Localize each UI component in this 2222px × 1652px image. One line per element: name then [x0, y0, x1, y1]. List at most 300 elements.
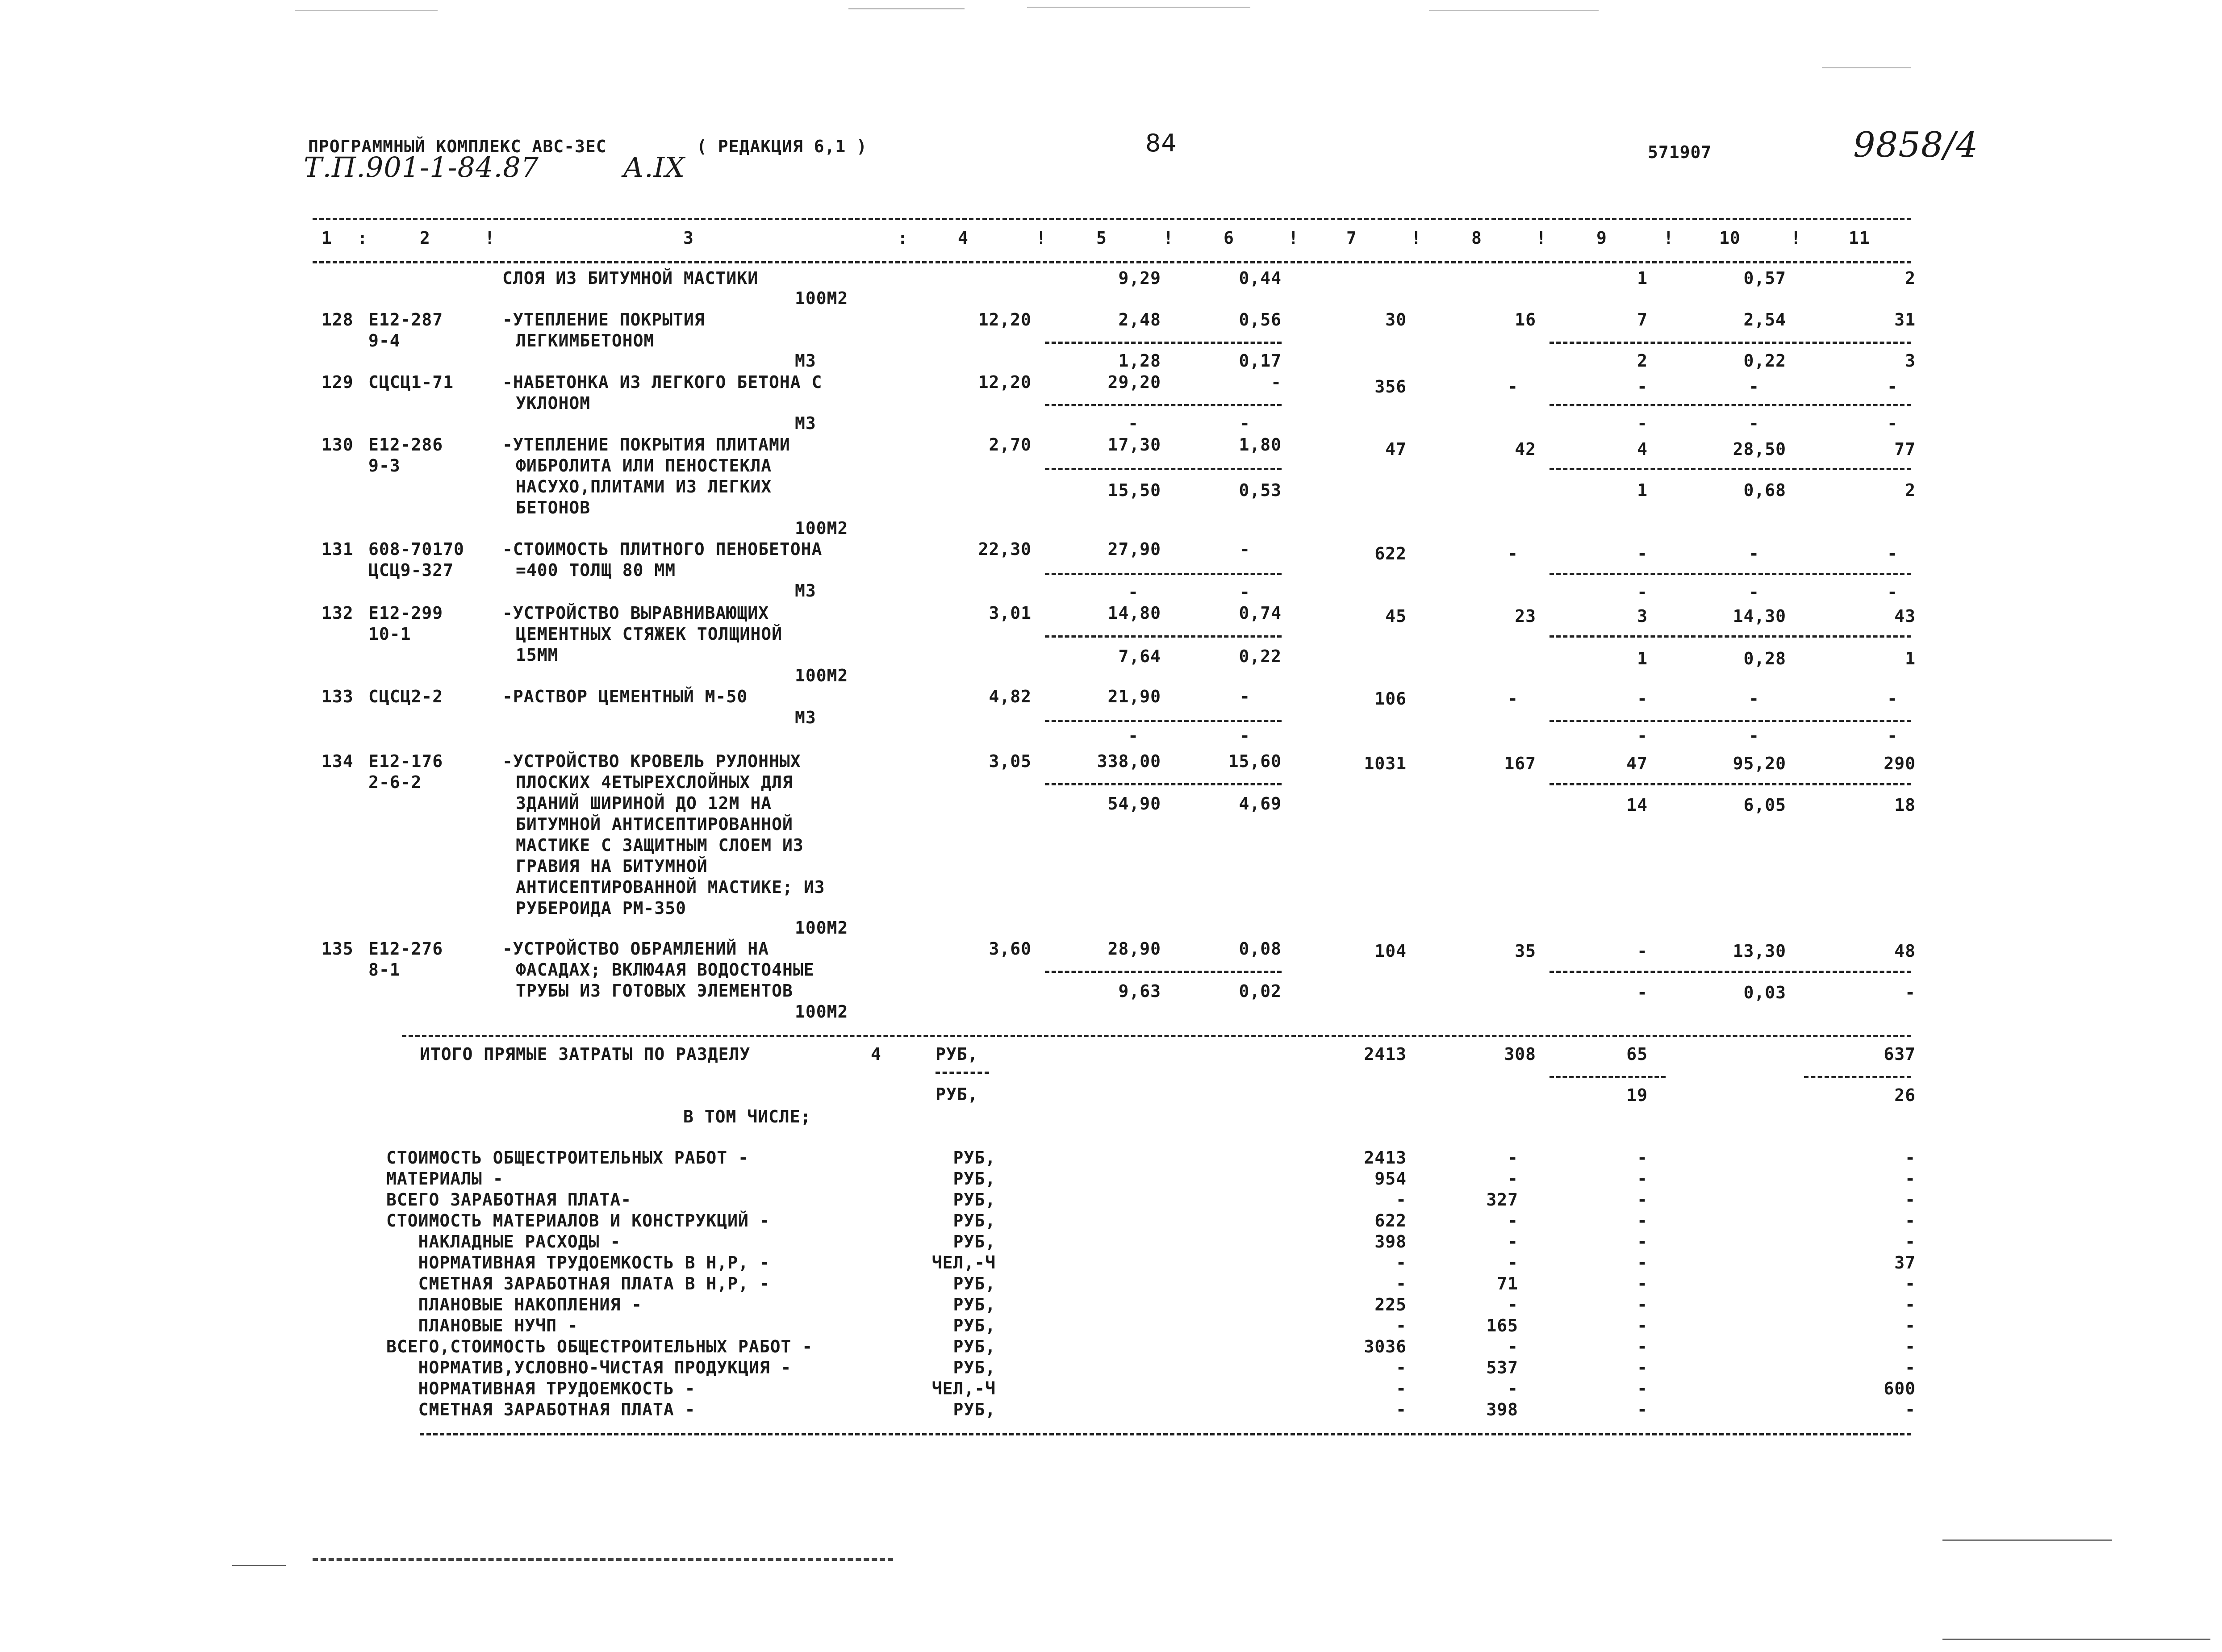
row-unit: М3	[795, 413, 816, 433]
cell: -	[1240, 726, 1250, 746]
cell: 3,60	[989, 939, 1032, 959]
row-code: Е12-299	[368, 603, 443, 623]
cell: -	[1637, 582, 1648, 602]
totals-unit: РУБ,	[936, 1085, 978, 1104]
cell: -	[1887, 726, 1898, 746]
cell: 3	[1637, 606, 1648, 626]
row-number: 128	[322, 310, 354, 330]
cell: -	[1749, 689, 1759, 709]
summary-label: СТОИМОСТЬ МАТЕРИАЛОВ И КОНСТРУКЦИЙ -	[386, 1211, 770, 1231]
col-header-10: 10	[1719, 228, 1741, 248]
row-code: СЦСЦ2-2	[368, 687, 443, 706]
summary-c8: -	[1508, 1337, 1518, 1356]
scan-mark	[232, 1565, 286, 1566]
row-unit: 100М2	[795, 918, 848, 938]
summary-unit: ЧЕЛ,-Ч	[931, 1253, 996, 1272]
summary-c7: 622	[1374, 1211, 1407, 1231]
row-number: 132	[322, 603, 354, 623]
cell: 2,48	[1118, 310, 1161, 330]
summary-c11: -	[1905, 1358, 1916, 1377]
cell: 27,90	[1107, 539, 1161, 559]
summary-c7: -	[1396, 1316, 1407, 1335]
summary-label: СТОИМОСТЬ ОБЩЕСТРОИТЕЛЬНЫХ РАБОТ -	[386, 1148, 749, 1168]
cell: 14	[1626, 795, 1648, 815]
summary-c8: -	[1508, 1295, 1518, 1314]
summary-label: МАТЕРИАЛЫ -	[386, 1169, 504, 1189]
summary-c7: -	[1396, 1274, 1407, 1293]
cell: -	[1887, 377, 1898, 396]
totals-c11b: 26	[1894, 1085, 1916, 1105]
cell: 0,56	[1239, 310, 1282, 330]
cell: 13,30	[1733, 941, 1786, 961]
cell: -	[1887, 689, 1898, 709]
row-code: ЦСЦ9-327	[368, 560, 454, 580]
col-sep: !	[1288, 228, 1299, 248]
cell: -	[1637, 377, 1648, 396]
summary-c8: -	[1508, 1211, 1518, 1231]
summary-c11: -	[1905, 1295, 1916, 1314]
summary-unit: РУБ,	[953, 1148, 996, 1168]
row-desc: ТРУБЫ ИЗ ГОТОВЫХ ЭЛЕМЕНТОВ	[516, 981, 793, 1001]
document-reference: Т.П.901-1-84.87	[304, 151, 539, 184]
cell: -	[1637, 983, 1648, 1002]
cell: -	[1128, 413, 1139, 433]
row-unit: 100М2	[795, 1002, 848, 1022]
cell: 7,64	[1118, 647, 1161, 666]
row-desc: ФИБРОЛИТА ИЛИ ПЕНОСТЕКЛА	[516, 456, 772, 476]
summary-c8: -	[1508, 1148, 1518, 1168]
cell: 54,90	[1107, 794, 1161, 813]
scan-mark	[313, 1558, 893, 1561]
summary-c9: -	[1637, 1337, 1648, 1356]
cell: 0,22	[1743, 351, 1786, 371]
summary-c9: -	[1637, 1211, 1648, 1231]
cell: 15,60	[1228, 751, 1282, 771]
summary-c8: 327	[1486, 1190, 1518, 1210]
summary-c9: -	[1637, 1358, 1648, 1377]
cell: 356	[1374, 377, 1407, 396]
row-desc: НАСУХО,ПЛИТАМИ ИЗ ЛЕГКИХ	[516, 477, 772, 496]
col-header-2: 2	[420, 228, 430, 248]
cell: 0,02	[1239, 981, 1282, 1001]
row-code: 9-3	[368, 456, 401, 476]
underline	[1045, 342, 1282, 344]
totals-c9b: 19	[1626, 1085, 1648, 1105]
summary-label: ПЛАНОВЫЕ НАКОПЛЕНИЯ -	[386, 1295, 643, 1314]
cell: -	[1240, 582, 1250, 602]
row-desc: -НАБЕТОНКА ИЗ ЛЕГКОГО БЕТОНА С	[502, 372, 823, 392]
row-desc: МАСТИКЕ С ЗАЩИТНЫМ СЛОЕМ ИЗ	[516, 835, 804, 855]
cell: 9,29	[1118, 268, 1161, 288]
totals-unit: РУБ,	[936, 1044, 978, 1064]
summary-unit: РУБ,	[953, 1232, 996, 1252]
summary-c11: 600	[1884, 1379, 1916, 1398]
cell: -	[1749, 413, 1759, 433]
cell: -	[1271, 372, 1282, 392]
row-desc: -СТОИМОСТЬ ПЛИТНОГО ПЕНОБЕТОНА	[502, 539, 823, 559]
cell: -	[1508, 689, 1518, 709]
program-header: ПРОГРАММНЫЙ КОМПЛЕКС АВС-ЗЕС	[308, 137, 607, 156]
cell: -	[1637, 941, 1648, 961]
cell: 95,20	[1733, 754, 1786, 773]
underline	[1550, 971, 1911, 973]
cell: 2,54	[1743, 310, 1786, 330]
cell: 12,20	[978, 310, 1032, 330]
summary-c9: -	[1637, 1274, 1648, 1293]
cell: 3	[1905, 351, 1916, 371]
totals-c8: 308	[1504, 1044, 1536, 1064]
cell: 338,00	[1097, 751, 1161, 771]
cell: -	[1128, 726, 1139, 746]
summary-unit: ЧЕЛ,-Ч	[931, 1379, 996, 1398]
cell: 0,44	[1239, 268, 1282, 288]
scan-mark	[1822, 67, 1911, 68]
row-code: 608-70170	[368, 539, 464, 559]
cell: 7	[1637, 310, 1648, 330]
cell: 15,50	[1107, 480, 1161, 500]
summary-c11: -	[1905, 1232, 1916, 1252]
row-number: 134	[322, 751, 354, 771]
cell: 0,22	[1239, 647, 1282, 666]
cell: -	[1749, 377, 1759, 396]
bottom-rule	[420, 1433, 1911, 1435]
underline	[1045, 404, 1282, 406]
cell: 16	[1515, 310, 1536, 330]
cell: 42	[1515, 439, 1536, 459]
summary-c9: -	[1637, 1400, 1648, 1419]
summary-c8: -	[1508, 1232, 1518, 1252]
summary-unit: РУБ,	[953, 1358, 996, 1377]
cell: 2	[1905, 268, 1916, 288]
cell: 31	[1894, 310, 1916, 330]
col-sep: :	[357, 228, 368, 248]
cell: 2	[1905, 480, 1916, 500]
summary-label: СМЕТНАЯ ЗАРАБОТНАЯ ПЛАТА В Н,Р, -	[386, 1274, 770, 1293]
col-header-3: 3	[683, 228, 694, 248]
cell: 0,17	[1239, 351, 1282, 371]
totals-label: ИТОГО ПРЯМЫЕ ЗАТРАТЫ ПО РАЗДЕЛУ	[420, 1044, 751, 1064]
row-desc: ЗДАНИЙ ШИРИНОЙ ДО 12М НА	[516, 793, 772, 813]
underline	[1045, 971, 1282, 973]
summary-label: СМЕТНАЯ ЗАРАБОТНАЯ ПЛАТА -	[386, 1400, 696, 1419]
totals-c11: 637	[1884, 1044, 1916, 1064]
col-header-7: 7	[1346, 228, 1357, 248]
summary-c7: -	[1396, 1190, 1407, 1210]
cell: 17,30	[1107, 435, 1161, 455]
summary-c7: -	[1396, 1400, 1407, 1419]
row-desc: ЦЕМЕНТНЫХ СТЯЖЕК ТОЛЩИНОЙ	[516, 624, 782, 644]
cell: -	[1887, 582, 1898, 602]
totals-c7: 2413	[1364, 1044, 1407, 1064]
cell: 48	[1894, 941, 1916, 961]
col-sep: !	[1663, 228, 1674, 248]
row-code: 9-4	[368, 331, 401, 350]
cell: -	[1128, 582, 1139, 602]
underline	[1550, 404, 1911, 406]
row-desc: БЕТОНОВ	[516, 498, 591, 517]
document-code: 571907	[1648, 142, 1712, 162]
cell: 106	[1374, 689, 1407, 709]
header-rule-bottom	[313, 261, 1911, 263]
scan-mark	[295, 10, 438, 11]
scan-mark	[1942, 1639, 2210, 1640]
summary-c11: -	[1905, 1148, 1916, 1168]
row-number: 131	[322, 539, 354, 559]
row-unit: 100М2	[795, 288, 848, 308]
summary-unit: РУБ,	[953, 1274, 996, 1293]
cell: 290	[1884, 754, 1916, 773]
summary-label: ВСЕГО ЗАРАБОТНАЯ ПЛАТА-	[386, 1190, 632, 1210]
cell: -	[1637, 544, 1648, 563]
col-sep: !	[1163, 228, 1174, 248]
row-code: СЦСЦ1-71	[368, 372, 454, 392]
cell: 1	[1637, 480, 1648, 500]
summary-c9: -	[1637, 1232, 1648, 1252]
row-desc: РУБЕРОИДА РМ-350	[516, 898, 687, 918]
cell: 18	[1894, 795, 1916, 815]
row-number: 129	[322, 372, 354, 392]
underline	[1045, 720, 1282, 722]
album-reference: А.IX	[623, 151, 685, 184]
col-sep: !	[1536, 228, 1547, 248]
row-number: 130	[322, 435, 354, 455]
row-desc: -УТЕПЛЕНИЕ ПОКРЫТИЯ	[502, 310, 705, 330]
col-sep: !	[1036, 228, 1047, 248]
cell: 21,90	[1107, 687, 1161, 706]
summary-c11: -	[1905, 1274, 1916, 1293]
underline	[936, 1072, 989, 1074]
col-header-11: 11	[1849, 228, 1870, 248]
underline	[1550, 342, 1911, 344]
summary-c7: 954	[1374, 1169, 1407, 1189]
summary-unit: РУБ,	[953, 1337, 996, 1356]
row-desc: ФАСАДАХ; ВКЛЮ4АЯ ВОДОСТО4НЫЕ	[516, 960, 814, 980]
cell: 28,50	[1733, 439, 1786, 459]
row-code: 10-1	[368, 624, 411, 644]
cell: 2	[1637, 351, 1648, 371]
row-unit: 100М2	[795, 666, 848, 685]
summary-c11: -	[1905, 1190, 1916, 1210]
summary-c7: -	[1396, 1253, 1407, 1272]
summary-c11: -	[1905, 1211, 1916, 1231]
row-unit: М3	[795, 581, 816, 601]
summary-unit: РУБ,	[953, 1169, 996, 1189]
row-desc: ПЛОСКИХ 4ЕТЫРЕХСЛОЙНЫХ ДЛЯ	[516, 772, 793, 792]
cell: 0,03	[1743, 983, 1786, 1002]
cell: 12,20	[978, 372, 1032, 392]
cell: 622	[1374, 544, 1407, 563]
summary-c8: -	[1508, 1253, 1518, 1272]
summary-c8: 398	[1486, 1400, 1518, 1419]
row-number: 135	[322, 939, 354, 959]
underline	[1550, 635, 1911, 638]
underline	[1804, 1076, 1911, 1078]
summary-c11: -	[1905, 1316, 1916, 1335]
underline	[1045, 573, 1282, 575]
cell: 23	[1515, 606, 1536, 626]
underline	[1550, 720, 1911, 722]
row-code: Е12-276	[368, 939, 443, 959]
col-sep: !	[484, 228, 495, 248]
col-header-9: 9	[1596, 228, 1607, 248]
row-desc: -УСТРОЙСТВО КРОВЕЛЬ РУЛОННЫХ	[502, 751, 801, 771]
cell: 1	[1637, 649, 1648, 668]
row-unit: 100М2	[795, 518, 848, 538]
row-desc: 15ММ	[516, 645, 559, 665]
cell: -	[1905, 983, 1916, 1002]
cell: 0,53	[1239, 480, 1282, 500]
page-number: 84	[1145, 129, 1177, 157]
cell: 22,30	[978, 539, 1032, 559]
row-code: Е12-286	[368, 435, 443, 455]
row-desc: АНТИСЕПТИРОВАННОЙ МАСТИКЕ; ИЗ	[516, 877, 825, 897]
cell: 1	[1637, 268, 1648, 288]
underline	[1550, 468, 1911, 470]
totals-rule	[402, 1035, 1911, 1037]
summary-unit: РУБ,	[953, 1295, 996, 1314]
cell: 4,69	[1239, 794, 1282, 813]
summary-unit: РУБ,	[953, 1211, 996, 1231]
row-desc: -УТЕПЛЕНИЕ ПОКРЫТИЯ ПЛИТАМИ	[502, 435, 790, 455]
cell: 0,57	[1743, 268, 1786, 288]
cell: -	[1637, 413, 1648, 433]
cell: -	[1508, 544, 1518, 563]
cell: -	[1887, 544, 1898, 563]
cell: 3,05	[989, 751, 1032, 771]
row-desc: УКЛОНОМ	[516, 393, 591, 413]
row-code: 2-6-2	[368, 772, 422, 792]
cell: 0,08	[1239, 939, 1282, 959]
cell: 29,20	[1107, 372, 1161, 392]
summary-c9: -	[1637, 1253, 1648, 1272]
scan-mark	[848, 8, 965, 9]
summary-c9: -	[1637, 1316, 1648, 1335]
cell: 35	[1515, 941, 1536, 961]
cell: -	[1749, 544, 1759, 563]
summary-c7: 225	[1374, 1295, 1407, 1314]
summary-unit: РУБ,	[953, 1400, 996, 1419]
summary-unit: РУБ,	[953, 1316, 996, 1335]
summary-c7: 2413	[1364, 1148, 1407, 1168]
row-code: 8-1	[368, 960, 401, 980]
row-unit: М3	[795, 708, 816, 727]
summary-c11: -	[1905, 1337, 1916, 1356]
cell: -	[1637, 726, 1648, 746]
summary-c9: -	[1637, 1169, 1648, 1189]
row-desc: -РАСТВОР ЦЕМЕНТНЫЙ М-50	[502, 687, 748, 706]
cell: 0,74	[1239, 603, 1282, 623]
summary-c7: -	[1396, 1358, 1407, 1377]
cell: -	[1240, 539, 1250, 559]
cell: 14,80	[1107, 603, 1161, 623]
cell: -	[1749, 726, 1759, 746]
cell: 4,82	[989, 687, 1032, 706]
summary-c8: -	[1508, 1379, 1518, 1398]
cell: 4	[1637, 439, 1648, 459]
summary-c9: -	[1637, 1148, 1648, 1168]
scan-mark	[1942, 1539, 2112, 1541]
col-header-8: 8	[1471, 228, 1482, 248]
row-code: Е12-176	[368, 751, 443, 771]
col-sep: !	[1411, 228, 1422, 248]
cell: 1	[1905, 649, 1916, 668]
cell: 0,28	[1743, 649, 1786, 668]
cell: 1031	[1364, 754, 1407, 773]
row-desc: БИТУМНОЙ АНТИСЕПТИРОВАННОЙ	[516, 814, 793, 834]
summary-label: НАКЛАДНЫЕ РАСХОДЫ -	[386, 1232, 621, 1252]
row-code: Е12-287	[368, 310, 443, 330]
cell: -	[1508, 377, 1518, 396]
summary-c8: 165	[1486, 1316, 1518, 1335]
cell: 47	[1626, 754, 1648, 773]
cell: -	[1240, 687, 1250, 706]
cell: 167	[1504, 754, 1536, 773]
cell: -	[1240, 413, 1250, 433]
cell: 3,01	[989, 603, 1032, 623]
summary-c11: -	[1905, 1169, 1916, 1189]
cell: 43	[1894, 606, 1916, 626]
underline	[1550, 1076, 1666, 1078]
col-sep: !	[1791, 228, 1801, 248]
totals-including-label: В ТОМ ЧИСЛЕ;	[683, 1107, 811, 1126]
col-sep: :	[898, 228, 908, 248]
summary-c9: -	[1637, 1379, 1648, 1398]
cell: 104	[1374, 941, 1407, 961]
row-desc: =400 ТОЛЩ 80 ММ	[516, 560, 676, 580]
underline	[1550, 783, 1911, 785]
summary-c9: -	[1637, 1295, 1648, 1314]
cell: -	[1637, 689, 1648, 709]
summary-unit: РУБ,	[953, 1190, 996, 1210]
summary-label: НОРМАТИВНАЯ ТРУДОЕМКОСТЬ В Н,Р, -	[386, 1253, 770, 1272]
row-desc: -УСТРОЙСТВО ОБРАМЛЕНИЙ НА	[502, 939, 769, 959]
totals-c9: 65	[1626, 1044, 1648, 1064]
underline	[1045, 783, 1282, 785]
cell: 28,90	[1107, 939, 1161, 959]
cell: 2,70	[989, 435, 1032, 455]
col-header-1: 1	[322, 228, 332, 248]
inventory-number: 9858/4	[1853, 125, 1979, 165]
cell: 6,05	[1743, 795, 1786, 815]
col-header-5: 5	[1096, 228, 1107, 248]
cell: -	[1749, 582, 1759, 602]
row-desc: ГРАВИЯ НА БИТУМНОЙ	[516, 856, 708, 876]
header-rule-top	[313, 218, 1911, 220]
row-desc: ЛЕГКИМБЕТОНОМ	[516, 331, 655, 350]
cell: 9,63	[1118, 981, 1161, 1001]
summary-c8: 71	[1497, 1274, 1518, 1293]
scan-mark	[1429, 10, 1599, 11]
row-unit: М3	[795, 351, 816, 371]
totals-section: 4	[871, 1044, 881, 1064]
summary-label: НОРМАТИВНАЯ ТРУДОЕМКОСТЬ -	[386, 1379, 696, 1398]
row-desc: СЛОЯ ИЗ БИТУМНОЙ МАСТИКИ	[502, 268, 759, 288]
row-desc: -УСТРОЙСТВО ВЫРАВНИВАЮЩИХ	[502, 603, 769, 623]
row-number: 133	[322, 687, 354, 706]
cell: 0,68	[1743, 480, 1786, 500]
underline	[1550, 573, 1911, 575]
cell: -	[1887, 413, 1898, 433]
cell: 14,30	[1733, 606, 1786, 626]
summary-c8: -	[1508, 1169, 1518, 1189]
summary-c8: 537	[1486, 1358, 1518, 1377]
col-header-6: 6	[1224, 228, 1234, 248]
col-header-4: 4	[958, 228, 969, 248]
summary-c7: 3036	[1364, 1337, 1407, 1356]
summary-c11: -	[1905, 1400, 1916, 1419]
cell: 77	[1894, 439, 1916, 459]
underline	[1045, 468, 1282, 470]
